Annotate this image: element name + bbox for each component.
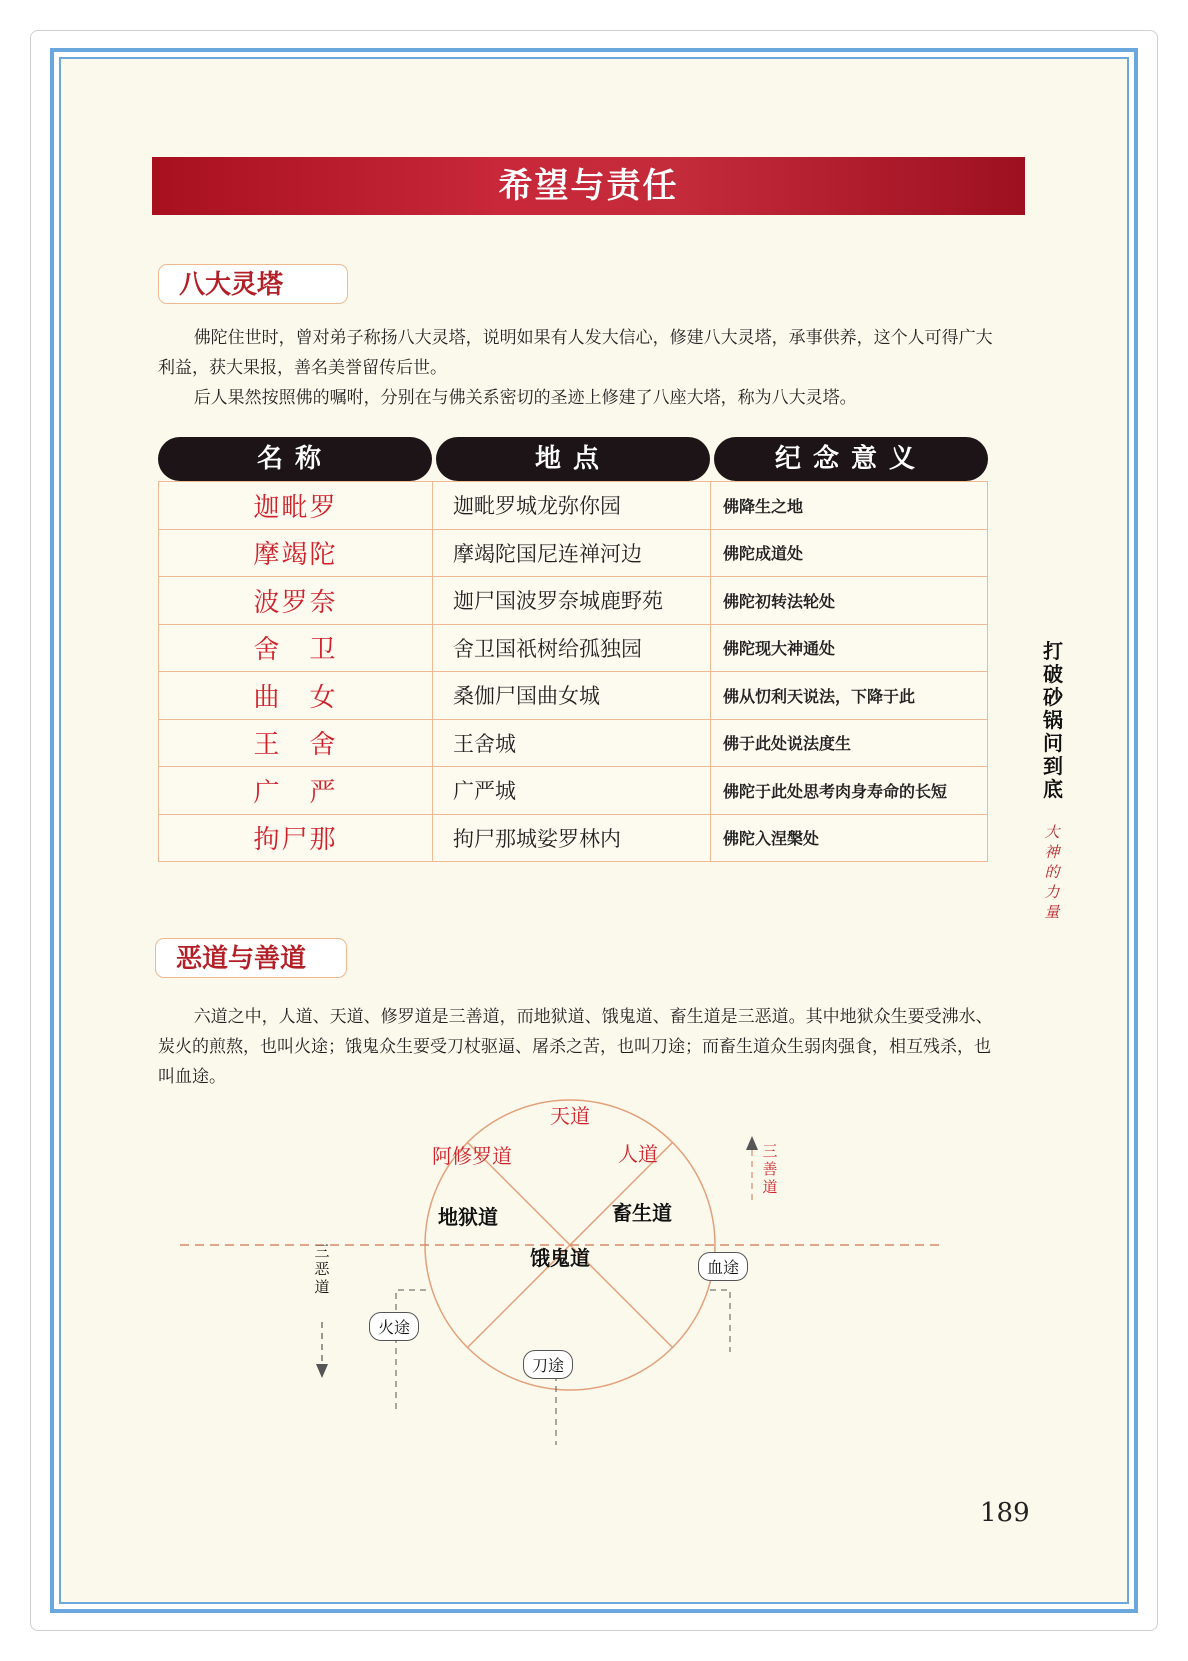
cell-name: 迦毗罗 <box>159 482 433 529</box>
section-1-text <box>158 323 1006 413</box>
section-heading-evil-good-paths: 恶道与善道 <box>155 938 347 978</box>
six-paths-diagram <box>170 1090 950 1460</box>
evil-arrow-head <box>316 1364 328 1378</box>
cell-name: 广 严 <box>159 767 433 814</box>
paragraph: 佛陀住世时，曾对弟子称扬八大灵塔，说明如果有人发大信心，修建八大灵塔，承事供养，这个人可得广大利益，获大果报，善名美誉留传后世。 <box>158 328 993 378</box>
route-blade: 刀途 <box>523 1350 573 1379</box>
path-hungry-ghost: 饿鬼道 <box>530 1246 590 1270</box>
cell-place: 摩竭陀国尼连禅河边 <box>433 530 711 577</box>
page-number: 189 <box>980 1498 1030 1528</box>
blood-route-line <box>710 1290 730 1352</box>
label-three-evil-paths: 三恶道 <box>314 1242 330 1296</box>
paragraph: 六道之中，人道、天道、修罗道是三善道，而地狱道、饿鬼道、畜生道是三恶道。其中地狱众生要受沸水、炭火的煎熬，也叫火途；饿鬼众生要受刀杖驱逼、屠杀之苦，也叫刀途；而畜生道众生弱肉强食，相互残杀，也叫血途。 <box>158 1007 993 1087</box>
cell-name: 摩竭陀 <box>159 530 433 577</box>
stupa-table <box>158 437 988 862</box>
cell-place: 迦尸国波罗奈城鹿野苑 <box>433 577 711 624</box>
table-row <box>159 766 987 814</box>
cell-place: 桑伽尸国曲女城 <box>433 672 711 719</box>
cell-meaning: 佛陀现大神通处 <box>723 639 836 659</box>
path-hell: 地狱道 <box>438 1205 498 1229</box>
table-row <box>159 481 987 529</box>
paragraph: 后人果然按照佛的嘱咐，分别在与佛关系密切的圣迹上修建了八座大塔，称为八大灵塔。 <box>193 388 857 408</box>
section-heading-eight-stupas: 八大灵塔 <box>158 264 348 304</box>
label-three-good-paths: 三善道 <box>762 1142 778 1196</box>
column-header-meaning: 纪念意义 <box>714 437 988 481</box>
cell-name: 舍 卫 <box>159 625 433 672</box>
page-title: 希望与责任 <box>152 157 1025 215</box>
cell-name: 波罗奈 <box>159 577 433 624</box>
cell-name: 曲 女 <box>159 672 433 719</box>
side-chapter-title: 打破砂锅问到底 <box>1043 639 1063 801</box>
route-blood: 血途 <box>698 1252 748 1281</box>
table-row <box>159 624 987 672</box>
cell-place: 广严城 <box>433 767 711 814</box>
cell-name: 拘尸那 <box>159 815 433 862</box>
table-body <box>158 481 988 862</box>
good-arrow-head <box>746 1136 758 1150</box>
cell-meaning: 佛从忉利天说法，下降于此 <box>723 686 916 706</box>
table-row <box>159 814 987 862</box>
section-2-text <box>158 1002 1006 1092</box>
side-subtitle: 大神的力量 <box>1044 823 1060 921</box>
cell-name: 王 舍 <box>159 720 433 767</box>
cell-meaning: 佛于此处说法度生 <box>723 734 852 754</box>
fire-route-line <box>396 1290 426 1410</box>
diagram-lines <box>170 1090 950 1460</box>
cell-place: 拘尸那城娑罗林内 <box>433 815 711 862</box>
cell-meaning: 佛陀初转法轮处 <box>723 591 836 611</box>
path-heaven: 天道 <box>550 1104 590 1128</box>
table-row <box>159 529 987 577</box>
table-header <box>158 437 988 481</box>
table-row <box>159 576 987 624</box>
route-fire: 火途 <box>369 1312 419 1341</box>
path-animal: 畜生道 <box>612 1201 672 1225</box>
cell-meaning: 佛降生之地 <box>723 496 804 516</box>
cell-meaning: 佛陀入涅槃处 <box>723 829 820 849</box>
table-row <box>159 719 987 767</box>
path-asura: 阿修罗道 <box>432 1144 512 1168</box>
cell-meaning: 佛陀成道处 <box>723 544 804 564</box>
column-header-place: 地点 <box>436 437 710 481</box>
table-row <box>159 671 987 719</box>
cell-place: 王舍城 <box>433 720 711 767</box>
path-human: 人道 <box>618 1142 658 1166</box>
cell-meaning: 佛陀于此处思考肉身寿命的长短 <box>723 781 948 801</box>
cell-place: 迦毗罗城龙弥你园 <box>433 482 711 529</box>
column-header-name: 名称 <box>158 437 432 481</box>
cell-place: 舍卫国祇树给孤独园 <box>433 625 711 672</box>
